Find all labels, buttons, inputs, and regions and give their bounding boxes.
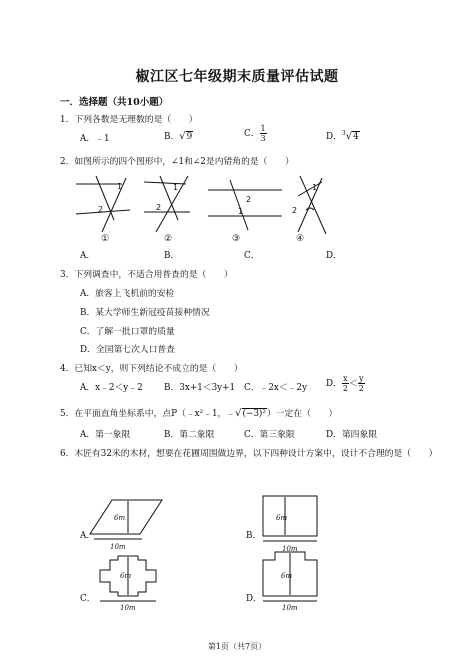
figB-rectangle [263, 496, 317, 536]
fig2-line-top [144, 182, 186, 184]
q1-option-b: B．√9 [164, 131, 193, 142]
figB-height-label: 6m [276, 514, 288, 522]
figB-width-label: 10m [282, 545, 298, 553]
q6-option-a: A． [80, 531, 96, 541]
fig3-number: ③ [232, 234, 240, 244]
figC-height-label: 6m [120, 572, 132, 580]
fig4-line-2 [298, 178, 322, 232]
q2-option-b: B． [164, 251, 180, 261]
section-heading: 一．选择题（共10小题） [60, 97, 169, 108]
q6-option-b: B． [246, 531, 262, 541]
page-footer: 第1页（共7页） [207, 642, 267, 651]
question-4-stem: 4．已知x＜y，则下列结论不成立的是（ ） [60, 364, 243, 374]
figD-width-label: 10m [282, 604, 298, 610]
fig2-angle-1: 1 [173, 183, 179, 192]
fig1-angle-2: 2 [98, 205, 104, 214]
fig4-angle-arc [306, 208, 314, 210]
fig2-number: ② [164, 234, 172, 244]
q6-option-c: C． [80, 594, 96, 604]
fig1-angle-1: 1 [117, 182, 123, 191]
fig3-angle-2: 2 [246, 195, 252, 204]
q2-figures [60, 168, 360, 240]
fig4-angle-2: 2 [292, 206, 298, 215]
fig2-angle-2: 2 [156, 203, 162, 212]
q4-option-b: B．3x+1＜3y+1 [164, 383, 236, 393]
q3-option-d: D．全国第七次人口普查 [80, 345, 176, 355]
q2-option-d: D． [326, 251, 342, 261]
figD-height-label: 6m [281, 572, 293, 580]
fig1-line-diagonal [102, 178, 126, 232]
q3-option-a: A．旅客上飞机前的安检 [80, 289, 175, 299]
q1-option-a: A．﹣1 [80, 134, 110, 144]
q5-option-c: C．第三象限 [244, 430, 295, 440]
q2-option-a: A． [80, 251, 96, 261]
q5-option-a: A．第一象限 [80, 430, 131, 440]
q1-option-d: D．$^3$√4 [326, 130, 359, 142]
q5-option-b: B．第二象限 [164, 430, 215, 440]
q4-option-c: C．﹣2x＜﹣2y [244, 383, 308, 393]
q3-option-b: B．某大学师生新冠疫苗接种情况 [80, 308, 210, 318]
figA-parallelogram [90, 500, 162, 534]
q4-option-d: D． $\frac{x}{2}$ ＜ $\frac{y}{2}$ [326, 374, 364, 393]
figA-width-label: 10m [110, 543, 126, 551]
fig4-number: ④ [296, 234, 304, 244]
q2-option-c: C． [244, 251, 260, 261]
question-2-stem: 2．如图所示的四个图形中，∠1和∠2是内错角的是（ ） [60, 157, 294, 167]
figA-height-label: 6m [114, 514, 126, 522]
page-title: 椒江区七年级期末质量评估试题 [135, 69, 339, 85]
question-5-stem: 5．在平面直角坐标系中，点P（﹣x²﹣1，﹣√(−3)²）一定在（ ） [60, 408, 338, 419]
fig4-angle-1: 1 [312, 183, 318, 192]
q6-option-d: D． [246, 594, 262, 604]
fig3-transversal [230, 180, 248, 230]
fig1-number: ① [101, 234, 109, 244]
fig3-angle-1: 1 [238, 207, 244, 216]
q1-option-c: C． $\frac{1}{3}$ [244, 124, 266, 143]
q4-option-a: A．x﹣2＜y﹣2 [80, 383, 143, 393]
question-3-stem: 3．下列调查中，不适合用普查的是（ ） [60, 270, 233, 280]
question-1-stem: 1．下列各数是无理数的是（ ） [60, 115, 198, 125]
fig4-line-3 [298, 182, 322, 196]
question-6-stem: 6．木匠有32米的木材，想要在花圃周围做边界，以下四种设计方案中，设计不合理的是（ ） [60, 449, 438, 459]
figC-width-label: 10m [120, 604, 136, 610]
q5-option-d: D．第四象限 [326, 430, 378, 440]
q3-option-c: C．了解一批口罩的质量 [80, 327, 175, 337]
